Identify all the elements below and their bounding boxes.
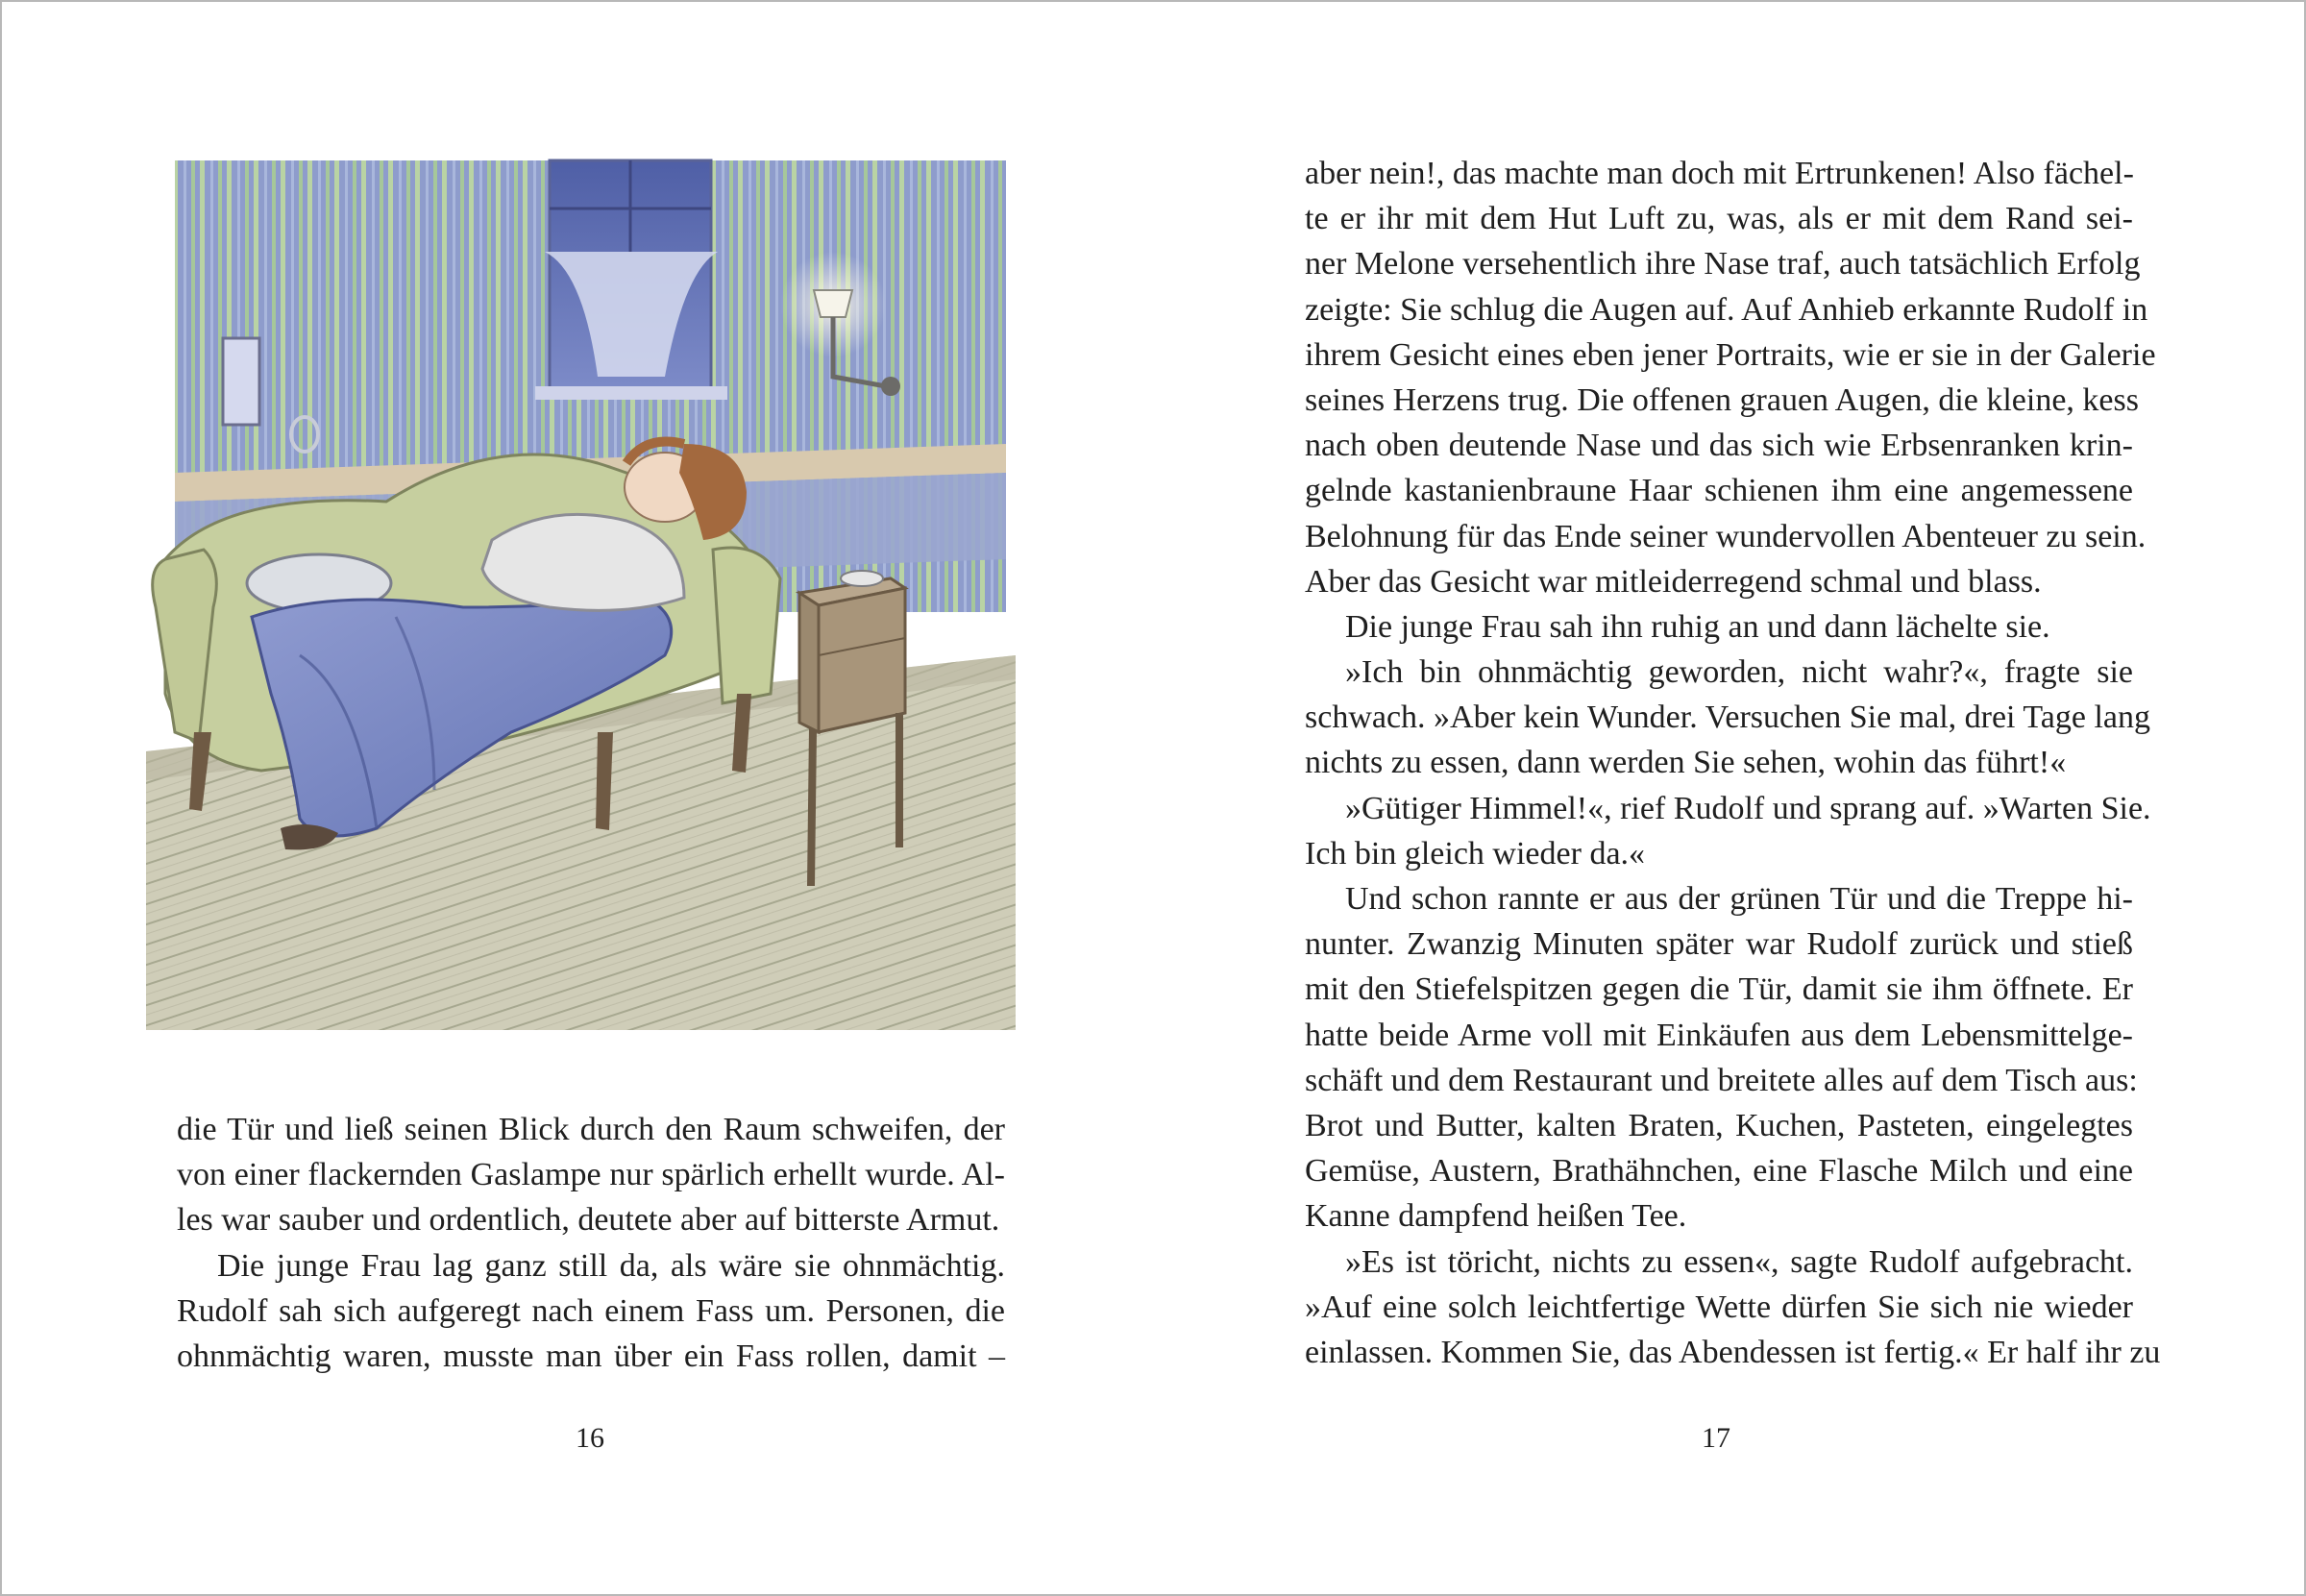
right-page [1153,2,2304,1594]
right-page-text [1305,151,2161,1375]
text-line: Gemüse, Austern, Brathähnchen, eine Flasche Milch und eine [1305,1153,2133,1190]
text-line: nach oben deutende Nase und das sich wie Erbsenranken krin- [1305,428,2133,464]
text-line: Und schon rannte er aus der grünen Tür und die Treppe hi- [1345,881,2133,917]
text-line: »Gütiger Himmel!«, rief Rudolf und sprang auf. »Warten Sie. [1345,790,2151,826]
text-line: von einer flackernden Gaslampe nur spärlich erhellt wurde. Al- [177,1157,1005,1193]
text-line: aber nein!, das machte man doch mit Ertrunkenen! Also fächel- [1305,156,2134,191]
text-line: te er ihr mit dem Hut Luft zu, was, als er mit dem Rand sei- [1305,201,2133,237]
text-line: Die junge Frau lag ganz still da, als wäre sie ohnmächtig. [217,1247,1005,1284]
text-line: schwach. »Aber kein Wunder. Versuchen Sie mal, drei Tage lang [1305,700,2150,736]
text-line: Rudolf sah sich aufgeregt nach einem Fass um. Personen, die [177,1292,1005,1329]
text-line: schäft und dem Restaurant und breitete alles auf dem Tisch aus: [1305,1062,2138,1098]
text-line: Ich bin gleich wieder da.« [1305,835,1646,872]
text-line: einlassen. Kommen Sie, das Abendessen ist fertig.« Er half ihr zu [1305,1334,2161,1370]
left-page [2,2,1153,1594]
text-line: nichts zu essen, dann werden Sie sehen, wohin das führt!« [1305,745,2067,781]
page-number: 17 [1702,1422,1730,1454]
left-page-text [177,1107,1005,1379]
text-line: nunter. Zwanzig Minuten später war Rudolf zurück und stieß [1305,926,2133,963]
text-line: Kanne dampfend heißen Tee. [1305,1198,1687,1235]
text-line: ohnmächtig waren, musste man über ein Fass rollen, damit – [177,1338,1005,1374]
text-line: »Ich bin ohnmächtig geworden, nicht wahr?«, fragte sie [1345,654,2133,691]
page-number: 16 [576,1422,604,1454]
text-line: Aber das Gesicht war mitleiderregend schmal und blass. [1305,563,2042,600]
text-line: seines Herzens trug. Die offenen grauen Augen, die kleine, kess [1305,381,2139,418]
text-line: zeigte: Sie schlug die Augen auf. Auf Anhieb erkannte Rudolf in [1305,291,2148,328]
text-line: Brot und Butter, kalten Braten, Kuchen, Pasteten, eingelegtes [1305,1107,2133,1143]
text-line: les war sauber und ordentlich, deutete aber auf bitterste Armut. [177,1202,1000,1239]
text-line: Belohnung für das Ende seiner wundervollen Abenteuer zu sein. [1305,518,2147,554]
illustration-drawing [146,156,1016,1030]
text-line: »Es ist töricht, nichts zu essen«, sagte Rudolf aufgebracht. [1345,1243,2133,1280]
text-line: die Tür und ließ seinen Blick durch den Raum schweifen, der [177,1112,1005,1147]
text-line: Die junge Frau sah ihn ruhig an und dann lächelte sie. [1345,608,2050,645]
text-line: hatte beide Arme voll mit Einkäufen aus dem Lebensmittelge- [1305,1017,2133,1053]
text-line: »Auf eine solch leichtfertige Wette dürfen Sie sich nie wieder [1305,1289,2133,1325]
text-line: ihrem Gesicht eines eben jener Portraits, wie er sie in der Galerie [1305,336,2156,373]
text-line: gelnde kastanienbraune Haar schienen ihm eine angemessene [1305,473,2133,509]
text-line: ner Melone versehentlich ihre Nase traf, auch tatsächlich Erfolg [1305,246,2141,282]
illustration-woman-on-sofa [146,156,1016,1030]
text-line: mit den Stiefelspitzen gegen die Tür, damit sie ihm öffnete. Er [1305,971,2133,1008]
